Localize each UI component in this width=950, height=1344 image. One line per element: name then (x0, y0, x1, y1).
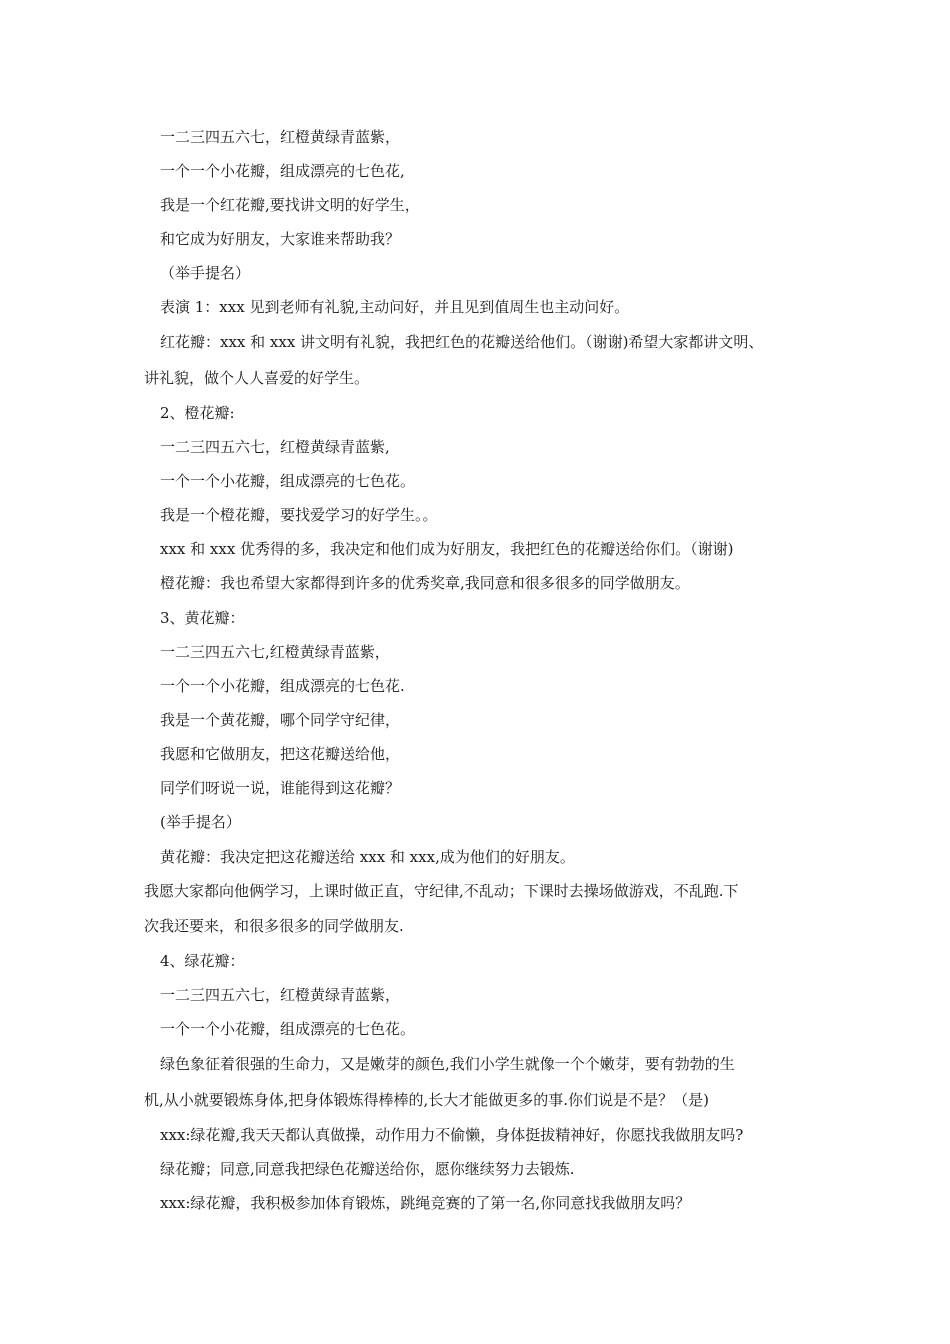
text-line: xxx:绿花瓣，我积极参加体育锻炼，跳绳竞赛的了第一名,你同意找我做朋友吗？ (160, 1194, 691, 1212)
text-line: 一二三四五六七，红橙黄绿青蓝紫， (160, 986, 401, 1004)
text-line: xxx 和 xxx 优秀得的多，我决定和他们成为好朋友，我把红色的花瓣送给你们。（谢谢) (160, 540, 734, 558)
text-line: 和它成为好朋友，大家谁来帮助我？ (160, 230, 401, 248)
text-line: 我是一个黄花瓣，哪个同学守纪律， (160, 711, 401, 729)
text-line: 一个一个小花瓣，组成漂亮的七色花. (160, 677, 405, 695)
section-heading: 2、橙花瓣: (160, 404, 235, 422)
text-line: 橙花瓣：我也希望大家都得到许多的优秀奖章,我同意和很多很多的同学做朋友。 (160, 574, 690, 592)
text-line: 我是一个橙花瓣，要找爱学习的好学生。。 (160, 506, 438, 524)
text-line: 我是一个红花瓣,要找讲文明的好学生， (160, 196, 420, 214)
text-line: xxx:绿花瓣,我天天都认真做操，动作用力不偷懒，身体挺拔精神好，你愿找我做朋友吗? (160, 1126, 744, 1144)
text-line: 表演 1：xxx 见到老师有礼貌,主动问好，并且见到值周生也主动问好。 (160, 298, 630, 316)
text-line: (举手提名） (160, 813, 241, 831)
text-line: 一二三四五六七，红橙黄绿青蓝紫， (160, 128, 401, 146)
text-line: 黄花瓣：我决定把这花瓣送给 xxx 和 xxx,成为他们的好朋友。 (160, 848, 575, 866)
section-heading: 3、黄花瓣： (160, 609, 245, 627)
text-line: 绿色象征着很强的生命力，又是嫩芽的颜色,我们小学生就像一个个嫩芽，要有勃勃的生 (160, 1055, 735, 1073)
text-line: 绿花瓣；同意,同意我把绿色花瓣送给你，愿你继续努力去锻炼. (160, 1160, 575, 1178)
section-heading: 4、绿花瓣： (160, 952, 245, 970)
text-line: 机,从小就要锻炼身体,把身体锻炼得棒棒的,长大才能做更多的事.你们说是不是？（是) (144, 1091, 709, 1109)
text-line: 我愿和它做朋友，把这花瓣送给他， (160, 745, 401, 763)
text-line: 一个一个小花瓣，组成漂亮的七色花。 (160, 472, 416, 490)
text-line: 我愿大家都向他俩学习，上课时做正直，守纪律,不乱动；下课时去操场做游戏，不乱跑.下 (144, 882, 739, 900)
text-line: 一个一个小花瓣，组成漂亮的七色花。 (160, 1020, 416, 1038)
text-line: 次我还要来，和很多很多的同学做朋友. (144, 917, 404, 935)
text-line: 一二三四五六七,红橙黄绿青蓝紫， (160, 643, 390, 661)
text-line: 一个一个小花瓣，组成漂亮的七色花, (160, 162, 405, 180)
text-line: （举手提名） (160, 264, 251, 282)
text-line: 一二三四五六七，红橙黄绿青蓝紫, (160, 438, 390, 456)
text-line: 同学们呀说一说，谁能得到这花瓣？ (160, 779, 401, 797)
text-line: 红花瓣：xxx 和 xxx 讲文明有礼貌，我把红色的花瓣送给他们。（谢谢)希望大家都讲文明、 (160, 333, 764, 351)
text-line: 讲礼貌，做个人人喜爱的好学生。 (144, 369, 370, 387)
